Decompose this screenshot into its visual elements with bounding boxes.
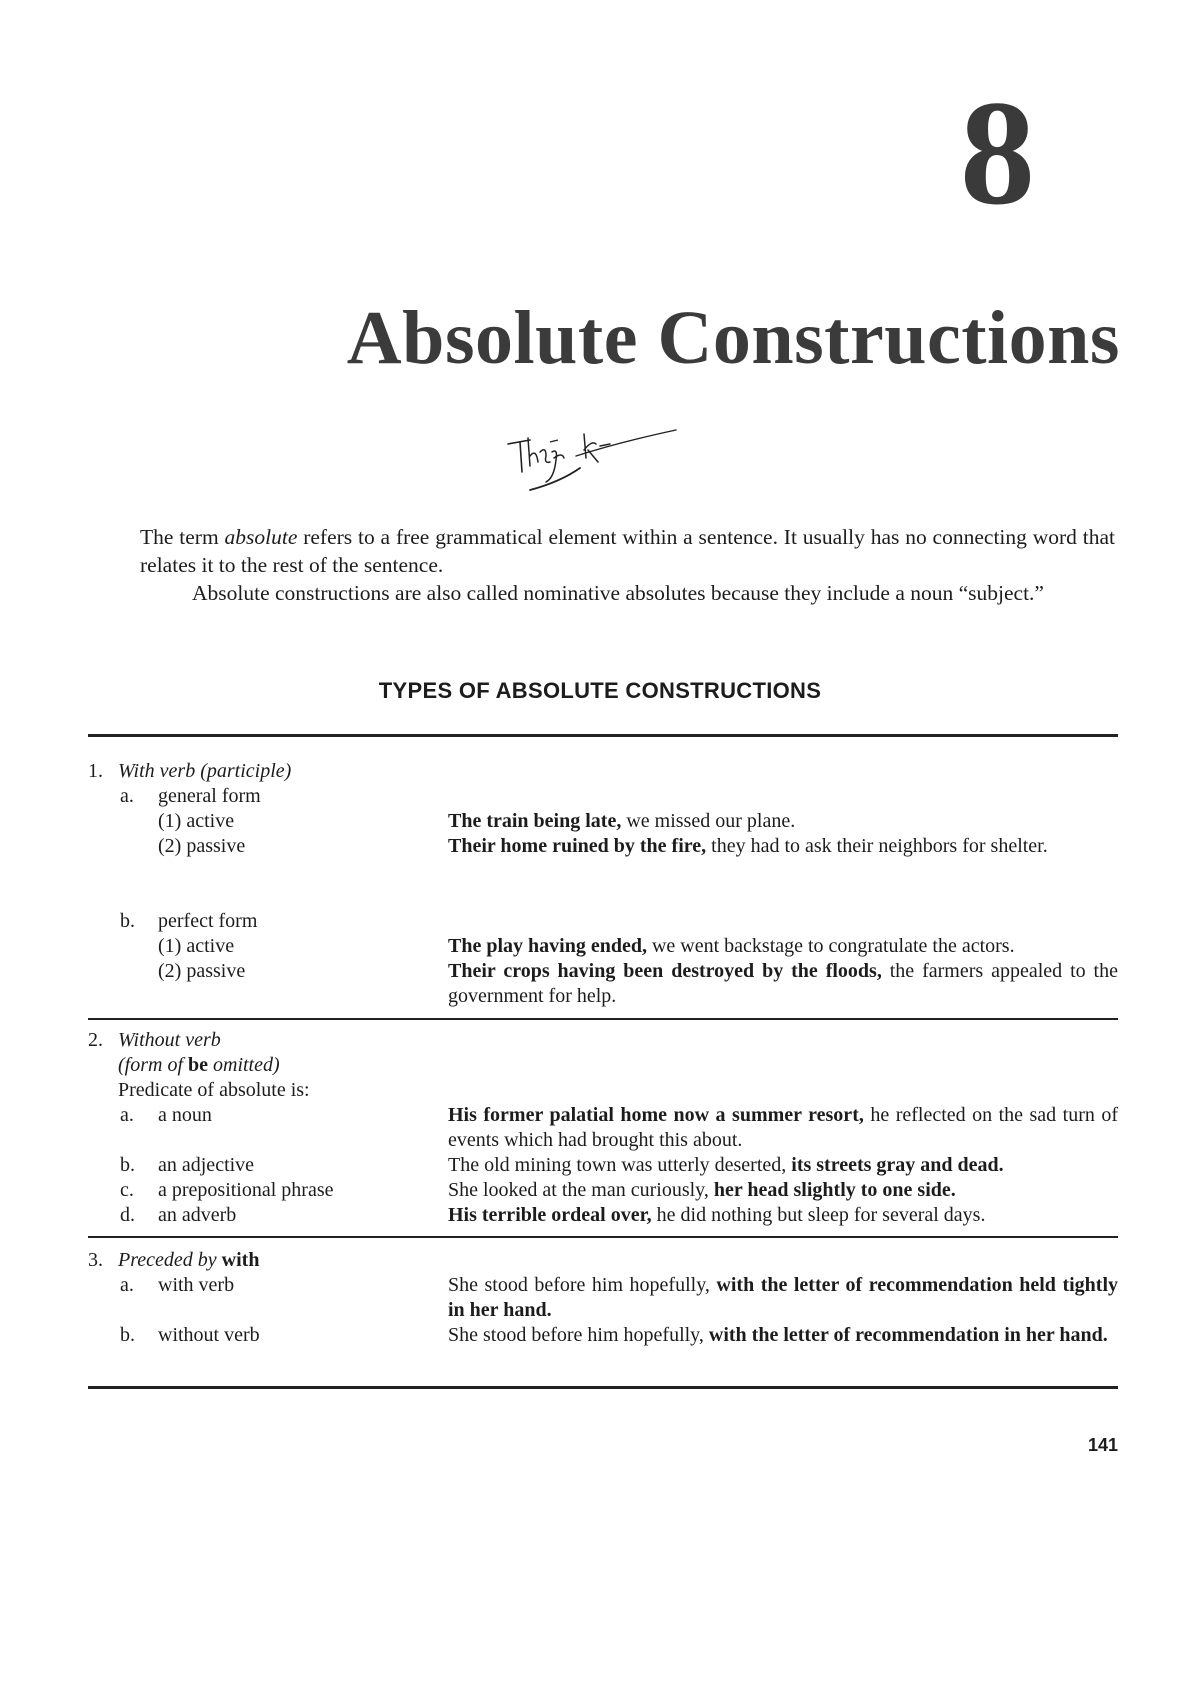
s1-a1-example: The train being late, we missed our plane.: [448, 810, 796, 832]
section-2-subtitle: (form of be omitted): [118, 1054, 280, 1076]
section-2-predicate: Predicate of absolute is:: [118, 1079, 310, 1101]
intro-paragraph-2: Absolute constructions are also called nominative absolutes because they include a noun “subject.”: [192, 581, 1044, 605]
handwritten-signature: [500, 422, 680, 512]
s2-a-letter: a.: [120, 1104, 134, 1126]
section-divider-1: [88, 1018, 1118, 1020]
s1-b-letter: b.: [120, 910, 135, 932]
s2-d-label: an adverb: [158, 1204, 237, 1226]
s2-d-letter: d.: [120, 1204, 135, 1226]
s1-a-letter: a.: [120, 785, 134, 807]
s2-a-label: a noun: [158, 1104, 212, 1126]
s2-c-label: a prepositional phrase: [158, 1179, 334, 1201]
s1-a1-label: (1) active: [158, 810, 235, 832]
s3-a-example: She stood before him hopefully, with the letter of recommendation held tightly in her hand.: [448, 1274, 1118, 1321]
s2-a-example: His former palatial home now a summer resort, he reflected on the sad turn of events which had brought this about.: [448, 1104, 1119, 1151]
s2-c-letter: c.: [120, 1179, 134, 1201]
s2-b-letter: b.: [120, 1154, 135, 1176]
s2-b-label: an adjective: [158, 1154, 255, 1176]
section-2-number: 2.: [88, 1029, 103, 1051]
s2-d-example: His terrible ordeal over, he did nothing but sleep for several days.: [448, 1204, 986, 1226]
s3-a-letter: a.: [120, 1274, 134, 1296]
section-heading: TYPES OF ABSOLUTE CONSTRUCTIONS: [378, 678, 822, 703]
s1-b2-example: Their crops having been destroyed by the floods, the farmers appealed to the government for help.: [448, 960, 1118, 1007]
s1-a-label: general form: [158, 785, 261, 807]
section-1-title: With verb (participle): [118, 760, 292, 782]
s3-a-label: with verb: [158, 1274, 235, 1296]
s3-b-label: without verb: [158, 1324, 260, 1346]
page-number: 141: [1087, 1435, 1118, 1455]
s1-b2-label: (2) passive: [158, 960, 246, 982]
s2-c-example: She looked at the man curiously, her head slightly to one side.: [448, 1179, 956, 1201]
s1-a2-label: (2) passive: [158, 835, 246, 857]
s3-b-example: She stood before him hopefully, with the letter of recommendation in her hand.: [448, 1324, 1108, 1346]
s1-a2-example: Their home ruined by the fire, they had to ask their neighbors for shelter.: [448, 835, 1048, 857]
s2-b-example: The old mining town was utterly deserted, its streets gray and dead.: [448, 1154, 1004, 1176]
chapter-number: 8: [960, 70, 1035, 236]
term-absolute: absolute: [224, 525, 298, 549]
section-1-number: 1.: [88, 760, 103, 782]
section-3-number: 3.: [88, 1249, 103, 1271]
s1-b1-label: (1) active: [158, 935, 235, 957]
section-divider-2: [88, 1236, 1118, 1238]
table-top-rule: [88, 734, 1118, 737]
chapter-title: Absolute Constructions: [346, 296, 1120, 380]
s3-b-letter: b.: [120, 1324, 135, 1346]
intro-paragraph-1: The term absolute refers to a free grammatical element within a sentence. It usually has no connecting word that relates it to the rest of the sentence.: [140, 525, 1115, 577]
section-3-title: Preceded by with: [118, 1249, 260, 1271]
section-2-title: Without verb: [118, 1029, 221, 1051]
s1-b1-example: The play having ended, we went backstage to congratulate the actors.: [448, 935, 1015, 957]
s1-b-label: perfect form: [158, 910, 258, 932]
intro: [140, 523, 1115, 607]
table-bottom-rule: [88, 1386, 1118, 1389]
